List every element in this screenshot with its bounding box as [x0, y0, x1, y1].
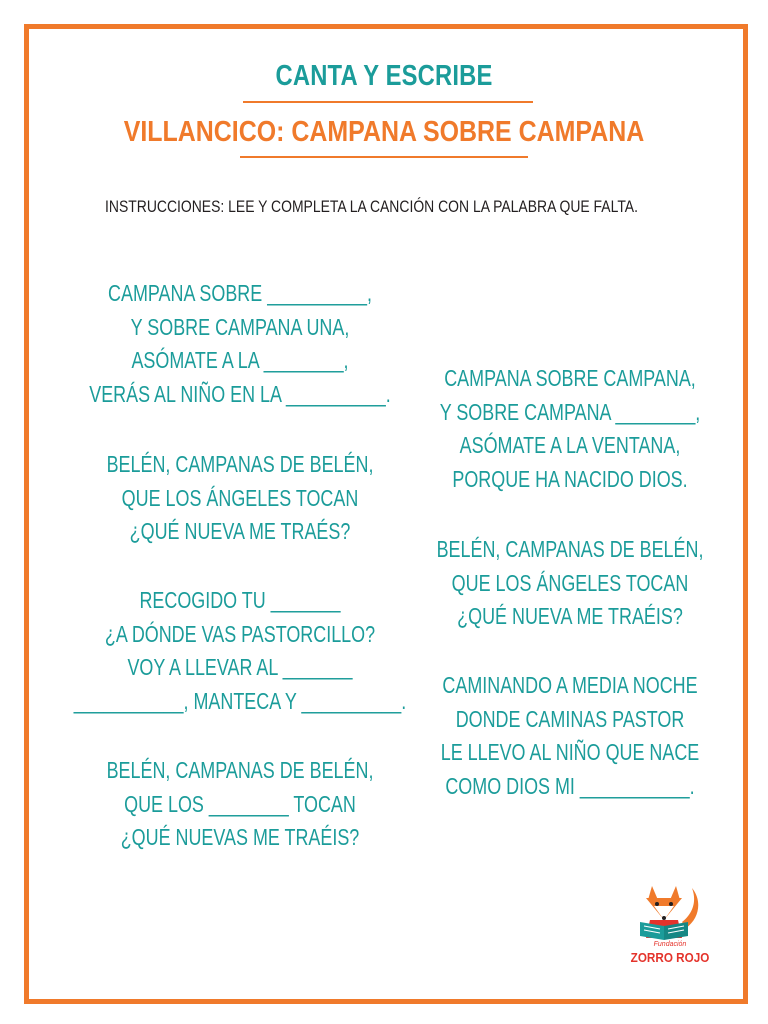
lyric-line: RECOGIDO TU _______	[139, 587, 341, 613]
title-underline	[243, 101, 533, 103]
subtitle-underline	[240, 156, 528, 158]
instructions-text: INSTRUCCIONES: LEE Y COMPLETA LA CANCIÓN CON LA PALABRA QUE FALTA.	[105, 197, 638, 216]
right-stanza-2	[350, 533, 768, 634]
lyric-line: VOY A LLEVAR AL _______	[127, 654, 353, 680]
lyric-line: ¿QUÉ NUEVAS ME TRAÉIS?	[120, 824, 360, 850]
lyric-line: VERÁS AL NIÑO EN LA __________.	[89, 380, 391, 407]
lyric-line: CAMPANA SOBRE __________,	[108, 280, 372, 306]
lyric-line: BELÉN, CAMPANAS DE BELÉN,	[436, 536, 704, 562]
lyric-line: COMO DIOS MI ___________.	[445, 772, 695, 799]
lyric-line: BELÉN, CAMPANAS DE BELÉN,	[106, 757, 374, 783]
lyric-line: ___________, MANTECA Y __________.	[73, 687, 407, 714]
lyric-line: QUE LOS ________ TOCAN	[124, 790, 356, 817]
lyric-line: CAMINANDO A MEDIA NOCHE	[442, 672, 698, 698]
lyric-line: BELÉN, CAMPANAS DE BELÉN,	[106, 451, 374, 477]
lyric-line: ASÓMATE A LA VENTANA,	[459, 432, 681, 458]
lyric-line: ¿QUÉ NUEVA ME TRAÉIS?	[457, 603, 683, 629]
logo-small-text: Fundación	[653, 941, 687, 948]
right-stanza-3	[350, 669, 768, 803]
song-title: VILLANCICO: CAMPANA SOBRE CAMPANA	[123, 116, 645, 148]
lyric-line: QUE LOS ÁNGELES TOCAN	[121, 484, 359, 511]
lyric-line: Y SOBRE CAMPANA ________,	[439, 398, 701, 425]
lyric-line: DONDE CAMINAS PASTOR	[455, 705, 685, 732]
lyric-line: QUE LOS ÁNGELES TOCAN	[451, 569, 689, 596]
lyric-line: LE LLEVO AL NIÑO QUE NACE	[440, 739, 700, 765]
lyric-line: Y SOBRE CAMPANA UNA,	[130, 313, 350, 340]
lyric-line: PORQUE HA NACIDO DIOS.	[452, 465, 688, 492]
right-stanza-1	[350, 362, 768, 496]
lyric-line: ASÓMATE A LA ________,	[131, 347, 349, 373]
page-title: CANTA Y ESCRIBE	[275, 60, 493, 92]
lyric-line: ¿A DÓNDE VAS PASTORCILLO?	[104, 620, 376, 647]
lyric-line: ¿QUÉ NUEVA ME TRAÉS?	[129, 518, 351, 544]
logo-name: ZORRO ROJO	[630, 950, 710, 965]
lyric-line: CAMPANA SOBRE CAMPANA,	[444, 365, 696, 391]
